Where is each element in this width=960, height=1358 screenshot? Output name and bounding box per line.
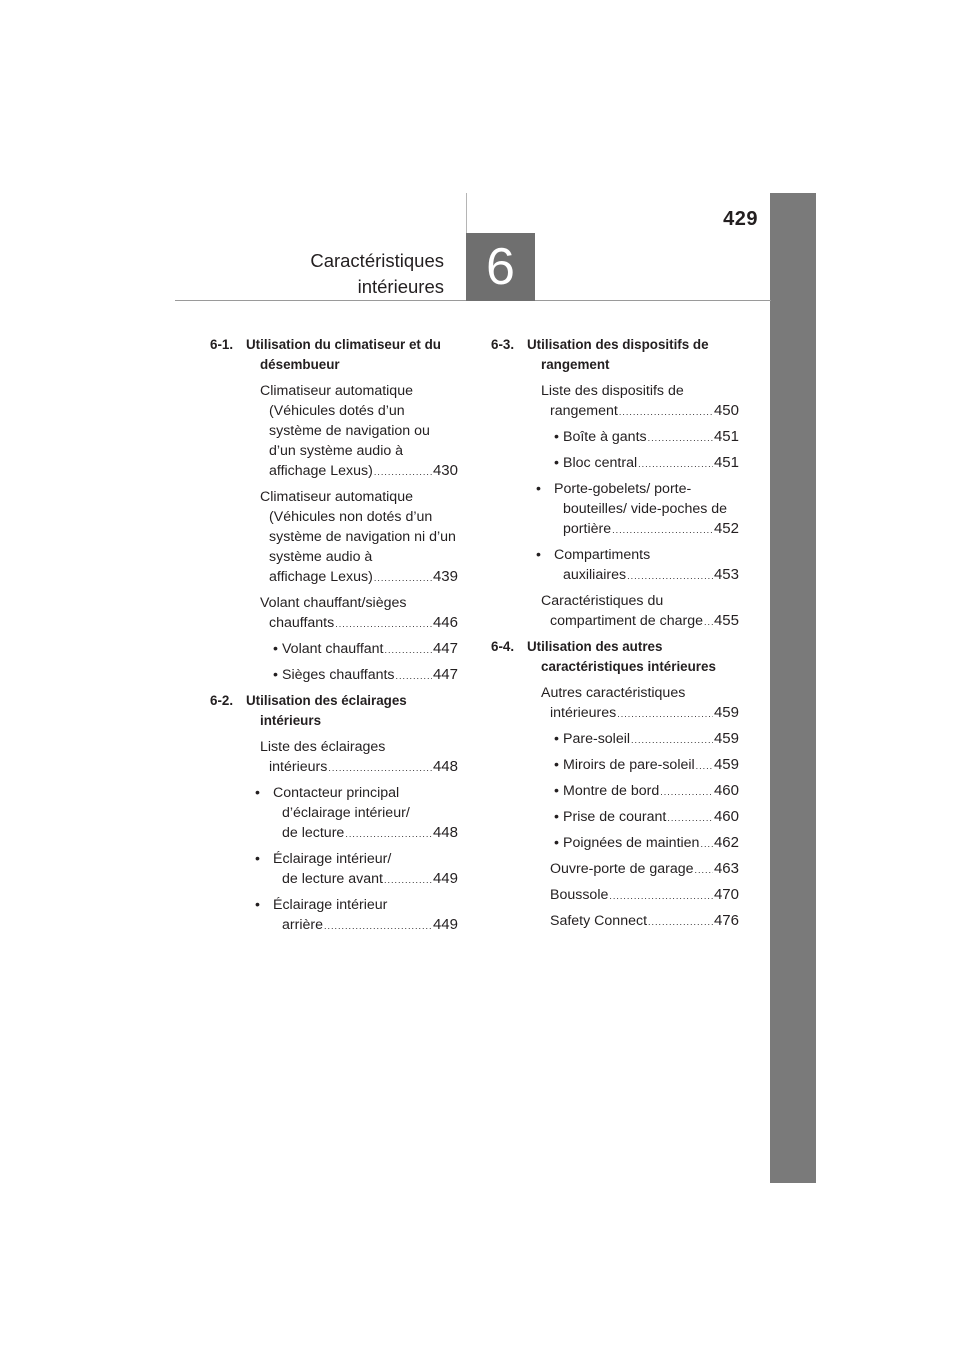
toc-entry[interactable] (210, 593, 458, 634)
page-ref: 450 (713, 402, 739, 419)
bullet-icon: • (554, 429, 559, 445)
dot-leader (648, 912, 713, 932)
entry-title-end: auxiliaires (563, 567, 627, 583)
chapter-number-box: 6 (466, 233, 535, 301)
toc-subentry[interactable] (491, 755, 739, 776)
entry-title-end: chauffants (269, 615, 335, 631)
dot-leader (617, 704, 713, 724)
section-title-line-2: intérieures (357, 276, 444, 297)
toc-subentry[interactable] (491, 807, 739, 828)
entry-title: Volant chauffant/sièges (260, 595, 407, 611)
dot-leader (619, 402, 713, 422)
section-heading-title: Utilisation des autres caractéristiques intérieures (527, 639, 716, 674)
dot-leader (696, 756, 713, 776)
dot-leader (328, 758, 432, 778)
entry-title-end: Pare-soleil (563, 731, 631, 747)
toc-entry[interactable] (491, 885, 739, 906)
page-ref: 448 (432, 758, 458, 775)
section-number: 6-1. (210, 337, 234, 352)
toc-right-column (491, 335, 739, 937)
page-ref: 451 (713, 428, 739, 445)
toc-entry[interactable] (210, 737, 458, 778)
bullet-icon: • (554, 835, 559, 851)
bullet-icon: • (554, 731, 559, 747)
dot-leader (345, 824, 432, 844)
toc-subentry[interactable] (210, 665, 458, 686)
entry-title: Liste des éclairages (260, 739, 386, 755)
dot-leader (648, 428, 713, 448)
entry-title: Porte-gobelets/ porte-bouteilles/ vide-poches de (554, 481, 728, 517)
page-ref: 470 (713, 886, 739, 903)
section-heading-title: Utilisation du climatiseur et du désembueur (246, 337, 441, 372)
section-heading-title: Utilisation des éclairages intérieurs (246, 693, 407, 728)
bullet-icon: • (273, 641, 278, 657)
toc-subentry[interactable] (210, 639, 458, 660)
toc-entry[interactable] (210, 381, 458, 482)
dot-leader (335, 614, 432, 634)
page-ref: 462 (713, 834, 739, 851)
dot-leader (700, 834, 713, 854)
section-number: 6-4. (491, 639, 515, 654)
entry-title-end: Poignées de maintien (563, 835, 700, 851)
entry-title-end: rangement (550, 403, 618, 419)
page-ref: 459 (713, 730, 739, 747)
toc-entry[interactable] (491, 911, 739, 932)
toc-entry[interactable] (491, 859, 739, 880)
entry-title-end: Sièges chauffants (282, 667, 395, 683)
section-number: 6-3. (491, 337, 515, 352)
page-ref: 446 (432, 614, 458, 631)
page-ref: 448 (432, 824, 458, 841)
page-ref: 430 (432, 462, 458, 479)
entry-title: Liste des dispositifs de (541, 383, 684, 399)
toc-subentry[interactable] (491, 427, 739, 448)
dot-leader (638, 454, 713, 474)
entry-title-end: Boîte à gants (563, 429, 647, 445)
toc-subentry[interactable] (491, 781, 739, 802)
section-title (240, 248, 444, 300)
dot-leader (374, 568, 432, 588)
entry-title: Autres caractéristiques (541, 685, 686, 701)
dot-leader (704, 612, 713, 632)
page-ref: 453 (713, 566, 739, 583)
chapter-tab-strip (770, 193, 816, 1183)
entry-title: Climatiseur automatique (Véhicules non dotés d’un système de navigation ni d’un système audio à (260, 489, 456, 565)
dot-leader (324, 916, 432, 936)
page-ref: 451 (713, 454, 739, 471)
page-ref: 449 (432, 916, 458, 933)
dot-leader (627, 566, 713, 586)
entry-title: Contacteur principal d’éclairage intérieur/ (273, 785, 410, 821)
toc-subentry[interactable]: • Porte-gobelets/ porte-bouteilles/ vide-poches de portière ..... 452 (491, 479, 739, 540)
dot-leader (385, 640, 432, 660)
dot-leader (384, 870, 432, 890)
toc-section-heading[interactable] (210, 691, 458, 731)
entry-title: Éclairage intérieur (273, 897, 388, 913)
entry-title: Caractéristiques du (541, 593, 664, 609)
toc-subentry[interactable] (491, 833, 739, 854)
bullet-icon: • (554, 455, 559, 471)
page-number: 429 (723, 208, 758, 230)
page-ref: 452 (713, 520, 739, 537)
page-ref: 460 (713, 808, 739, 825)
page-ref: 463 (713, 860, 739, 877)
page-ref: 459 (713, 704, 739, 721)
dot-leader (609, 886, 713, 906)
page-ref: 447 (432, 666, 458, 683)
bullet-icon: • (554, 783, 559, 799)
vertical-rule (466, 193, 467, 233)
entry-title-end: affichage Lexus) (269, 569, 373, 585)
entry-title-end: Montre de bord (563, 783, 660, 799)
entry-title-end: affichage Lexus) (269, 463, 373, 479)
entry-title: Climatiseur automatique (Véhicules dotés d’un système de navigation ou d’un système audio à (260, 383, 430, 459)
entry-title: Compartiments (554, 547, 651, 563)
entry-title-end: intérieures (550, 705, 617, 721)
section-number: 6-2. (210, 693, 234, 708)
toc-subentry[interactable]: • Compartiments auxiliaires ..... 453 (491, 545, 739, 586)
page-ref: 476 (713, 912, 739, 929)
toc-subentry[interactable]: • Éclairage intérieur arrière ..... 449 (210, 895, 458, 936)
dot-leader (374, 462, 432, 482)
toc-entry[interactable] (491, 381, 739, 422)
toc-section-heading[interactable] (210, 335, 458, 375)
page-ref: 449 (432, 870, 458, 887)
entry-title-end: arrière (282, 917, 323, 933)
dot-leader (612, 520, 713, 540)
entry-title: Éclairage intérieur/ (273, 851, 392, 867)
entry-title-end: Volant chauffant (282, 641, 384, 657)
dot-leader (660, 782, 713, 802)
toc-entry[interactable] (491, 683, 739, 724)
page-ref: 447 (432, 640, 458, 657)
toc-section-heading[interactable] (491, 335, 739, 375)
toc-subentry[interactable] (491, 729, 739, 750)
bullet-icon: • (554, 757, 559, 773)
bullet-icon: • (554, 809, 559, 825)
entry-title-end: compartiment de charge (550, 613, 703, 629)
section-title-line-1: Caractéristiques (310, 250, 444, 271)
entry-title-end: Ouvre-porte de garage (550, 861, 694, 877)
dot-leader (695, 860, 713, 880)
dot-leader (667, 808, 713, 828)
bullet-icon: • (273, 667, 278, 683)
toc-left-column (210, 335, 458, 941)
entry-title-end: Prise de courant (563, 809, 667, 825)
entry-title-end: Boussole (550, 887, 609, 903)
toc-subentry[interactable] (491, 453, 739, 474)
toc-section-heading[interactable] (491, 637, 739, 677)
dot-leader (631, 730, 713, 750)
page-ref: 455 (713, 612, 739, 629)
toc-subentry[interactable]: • Éclairage intérieur/ de lecture avant ..... 449 (210, 849, 458, 890)
entry-title-end: de lecture avant (282, 871, 383, 887)
entry-title-end: Miroirs de pare-soleil (563, 757, 695, 773)
dot-leader (396, 666, 432, 686)
toc-subentry[interactable]: • Contacteur principal d’éclairage intérieur/ de lecture ..... 448 (210, 783, 458, 844)
section-heading-title: Utilisation des dispositifs de rangement (527, 337, 709, 372)
toc-entry[interactable] (210, 487, 458, 588)
entry-title-end: intérieurs (269, 759, 328, 775)
toc-entry[interactable] (491, 591, 739, 632)
page-ref: 439 (432, 568, 458, 585)
page-ref: 460 (713, 782, 739, 799)
entry-title-end: de lecture (282, 825, 345, 841)
page-ref: 459 (713, 756, 739, 773)
entry-title-end: Safety Connect (550, 913, 648, 929)
entry-title-end: Bloc central (563, 455, 638, 471)
entry-title-end: portière (563, 521, 612, 537)
